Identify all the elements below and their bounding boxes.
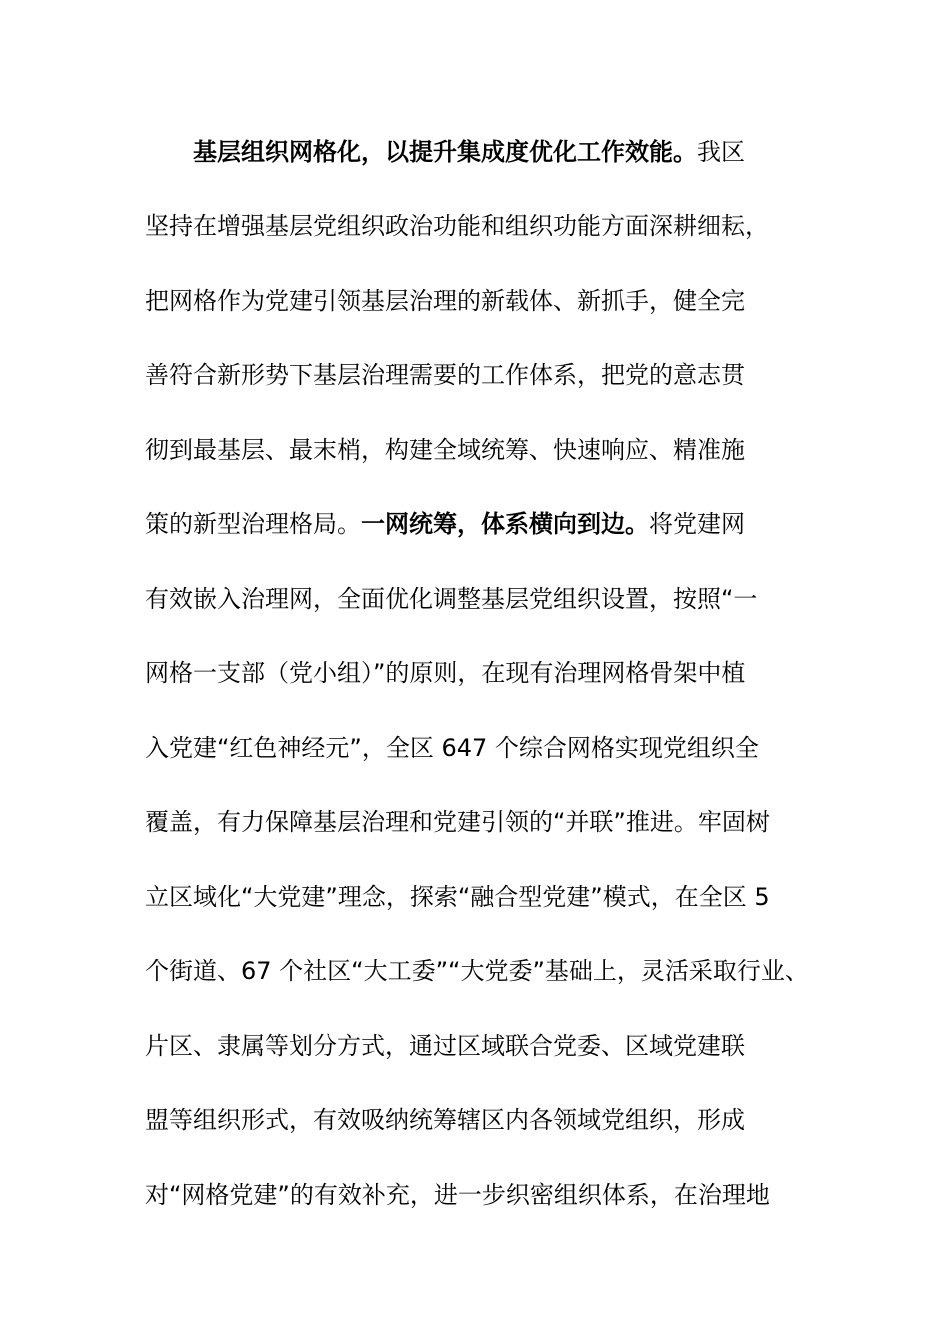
line-text: 覆盖，有力保障基层治理和党建引领的“并联”推进。牢固树 <box>145 808 770 836</box>
line-text: 把网格作为党建引领基层治理的新载体、新抓手，健全完 <box>145 287 745 315</box>
line-text: 入党建“红色神经元”，全区 647 个综合网格实现党组织全 <box>145 734 759 762</box>
paragraph-line-12 <box>145 951 809 991</box>
line-text: 有效嵌入治理网，全面优化调整基层党组织设置，按照“一 <box>145 585 758 613</box>
bold-heading-text: 基层组织网格化，以提升集成度优化工作效能。 <box>193 138 697 166</box>
line-text: 网格一支部（党小组）”的原则，在现有治理网格骨架中植 <box>145 659 746 687</box>
paragraph-line-1 <box>193 132 745 172</box>
paragraph-line-14 <box>145 1100 745 1140</box>
paragraph-line-6 <box>145 504 745 544</box>
paragraph-line-15 <box>145 1175 770 1215</box>
line-text: 彻到最基层、最末梢，构建全域统筹、快速响应、精准施 <box>145 436 745 464</box>
paragraph-line-10 <box>145 802 770 842</box>
paragraph-line-13 <box>145 1026 745 1066</box>
paragraph-line-7 <box>145 579 757 619</box>
line-text: 坚持在增强基层党组织政治功能和组织功能方面深耕细耘， <box>145 212 769 240</box>
line-text: 善符合新形势下基层治理需要的工作体系，把党的意志贯 <box>145 361 745 389</box>
line-text: 对“网格党建”的有效补充，进一步织密组织体系，在治理地 <box>145 1181 770 1209</box>
paragraph-line-3 <box>145 281 745 321</box>
paragraph-line-9 <box>145 728 759 768</box>
paragraph-line-8 <box>145 653 745 693</box>
bold-heading-text: 一网统筹，体系横向到边。 <box>361 510 649 538</box>
line-text: 将党建网 <box>649 510 745 538</box>
paragraph-line-2 <box>145 206 769 246</box>
line-text: 盟等组织形式，有效吸纳统筹辖区内各领域党组织，形成 <box>145 1106 745 1134</box>
line-text: 策的新型治理格局。 <box>145 510 361 538</box>
paragraph-line-5 <box>145 430 745 470</box>
line-text: 片区、隶属等划分方式，通过区域联合党委、区域党建联 <box>145 1032 745 1060</box>
line-text: 个街道、67 个社区“大工委”“大党委”基础上，灵活采取行业、 <box>145 957 809 985</box>
paragraph-line-4 <box>145 355 745 395</box>
line-text: 立区域化“大党建”理念，探索“融合型党建”模式，在全区 5 <box>145 883 770 911</box>
paragraph-line-11 <box>145 877 770 917</box>
line-text: 我区 <box>697 138 745 166</box>
